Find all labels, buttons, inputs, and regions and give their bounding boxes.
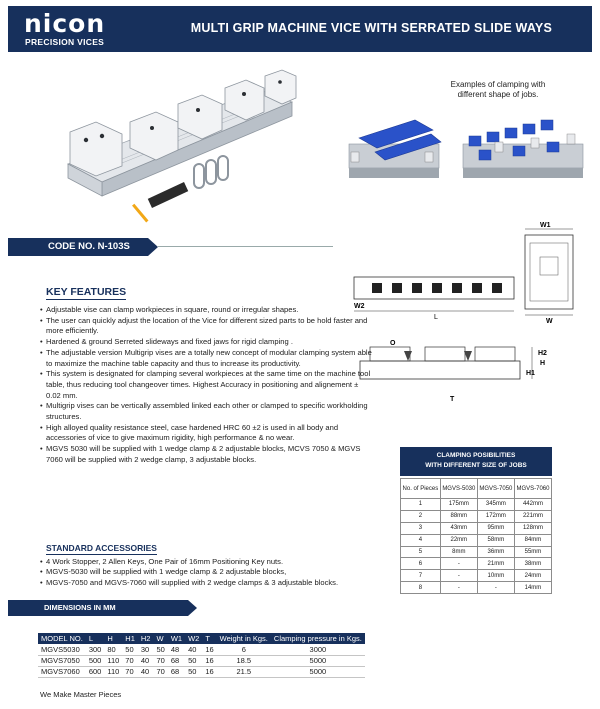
table-cell: 172mm <box>477 510 514 522</box>
table-cell: 50 <box>153 644 167 655</box>
table-cell: 50 <box>185 666 202 677</box>
dim-label-h2: H2 <box>538 350 547 357</box>
table-cell: 50 <box>185 655 202 666</box>
table-row <box>401 546 552 558</box>
table-cell: 8 <box>401 582 441 594</box>
table-cell: 70 <box>122 666 138 677</box>
table-cell: 21mm <box>477 558 514 570</box>
table-cell: 1 <box>401 499 441 511</box>
table-row <box>401 510 552 522</box>
table-cell: 40 <box>138 655 154 666</box>
list-item: • MGVS-7050 and MGVS-7060 will supplied with 2 wedge clamps & 3 adjustable blocks. <box>40 578 420 588</box>
brand-logo <box>24 11 105 47</box>
table-cell: 110 <box>104 655 122 666</box>
table-header-row <box>401 479 552 499</box>
table-cell: 36mm <box>477 546 514 558</box>
list-item: • MGVS-5030 will be supplied with 1 wedge clamp & 2 adjustable blocks, <box>40 567 420 577</box>
table-cell: 5000 <box>271 655 365 666</box>
table-cell: 55mm <box>514 546 551 558</box>
table-cell: - <box>440 558 477 570</box>
table-row <box>401 522 552 534</box>
table-cell: 110 <box>104 666 122 677</box>
table-cell: 300 <box>86 644 105 655</box>
table-cell: 5 <box>401 546 441 558</box>
clamping-title-line2: WITH DIFFERENT SIZE OF JOBS <box>425 462 527 469</box>
standard-accessories-title: STANDARD ACCESSORIES <box>46 543 157 553</box>
table-row <box>38 644 365 655</box>
dimensions-bar: DIMENSIONS IN MM <box>8 600 188 616</box>
divider <box>158 246 333 247</box>
list-item: • MGVS 5030 will be supplied with 1 wedge clamp & 2 adjustable blocks, MCVS 7050 & MGVS 7060 will be supplied with 2 wedge clamp, 3 adjustable blocks. <box>40 444 375 465</box>
table-cell: 5000 <box>271 666 365 677</box>
table-cell: 3000 <box>271 644 365 655</box>
technical-drawing <box>350 215 595 415</box>
table-cell: 175mm <box>440 499 477 511</box>
list-item: • Hardened & ground Serreted slideways and fixed jaws for rigid clamping . <box>40 337 375 348</box>
column-header: W1 <box>168 633 185 644</box>
clamping-examples-image <box>345 112 590 192</box>
table-cell: 16 <box>202 644 216 655</box>
table-cell: MGVS7050 <box>38 655 86 666</box>
table-cell: 21.5 <box>217 666 271 677</box>
table-cell: 7 <box>401 570 441 582</box>
key-features-list <box>40 305 375 466</box>
table-cell: 6 <box>217 644 271 655</box>
table-cell: 221mm <box>514 510 551 522</box>
table-cell: 2 <box>401 510 441 522</box>
table-cell: 58mm <box>477 534 514 546</box>
table-cell: 4 <box>401 534 441 546</box>
table-cell: 10mm <box>477 570 514 582</box>
dim-label-w: W <box>546 318 553 325</box>
table-cell: 24mm <box>514 570 551 582</box>
table-cell: 18.5 <box>217 655 271 666</box>
column-header: MGVS-5030 <box>440 479 477 499</box>
table-cell: MGVS5030 <box>38 644 86 655</box>
column-header: Clamping pressure in Kgs. <box>271 633 365 644</box>
dim-label-h: H <box>540 360 546 367</box>
table-cell: - <box>440 582 477 594</box>
table-row <box>401 558 552 570</box>
list-item: • The user can quickly adjust the location of the Vice for different sized parts to be hold faster and more efficiently. <box>40 316 375 337</box>
clamping-title-box <box>400 447 552 476</box>
table-cell: 40 <box>185 644 202 655</box>
list-item: • 4 Work Stopper, 2 Allen Keys, One Pair of 16mm Positioning Key nuts. <box>40 557 420 567</box>
column-header: MGVS-7050 <box>477 479 514 499</box>
table-cell: 88mm <box>440 510 477 522</box>
table-cell: 68 <box>168 666 185 677</box>
table-row <box>401 499 552 511</box>
key-features-title: KEY FEATURES <box>46 286 127 298</box>
table-cell: 43mm <box>440 522 477 534</box>
vice-product-image <box>60 62 300 232</box>
table-cell: 16 <box>202 655 216 666</box>
table-cell: 40 <box>138 666 154 677</box>
column-header: T <box>202 633 216 644</box>
column-header: H2 <box>138 633 154 644</box>
table-cell: 22mm <box>440 534 477 546</box>
column-header: L <box>86 633 105 644</box>
column-header: H1 <box>122 633 138 644</box>
table-cell: MGVS7060 <box>38 666 86 677</box>
column-header: H <box>104 633 122 644</box>
dim-label-o: O <box>390 340 396 347</box>
table-cell: 3 <box>401 522 441 534</box>
dim-label-t: T <box>450 396 455 403</box>
list-item: • High alloyed quality resistance steel, case hardened HRC 60 ±2 is used in all body and accessories of vice to give maximum rigidity, high performance & no wear. <box>40 423 375 444</box>
table-row <box>38 655 365 666</box>
table-cell: 442mm <box>514 499 551 511</box>
dim-label-h1: H1 <box>526 370 535 377</box>
list-item: • This system is designated for clamping several workpieces at the same time on the machine tool table, thus reducing tool changeover times. Highest Accuracy in positioning and alignement ± 0.02 mm. <box>40 369 375 401</box>
list-item: • Adjustable vise can clamp workpieces in square, round or irregular shapes. <box>40 305 375 316</box>
table-row <box>401 534 552 546</box>
table-cell: 16 <box>202 666 216 677</box>
column-header: MGVS-7060 <box>514 479 551 499</box>
table-row <box>401 582 552 594</box>
list-item: • Multigrip vises can be vertically assembled linked each other or clamped to specific workholding structures. <box>40 401 375 422</box>
code-number-bar: CODE NO. N-103S <box>8 238 148 256</box>
dim-label-l: L <box>434 314 438 321</box>
dimensions-table <box>38 633 365 678</box>
table-cell: 48 <box>168 644 185 655</box>
table-cell: 50 <box>122 644 138 655</box>
table-cell: - <box>477 582 514 594</box>
table-cell: 500 <box>86 655 105 666</box>
clamping-table <box>400 478 552 594</box>
table-header-row <box>38 633 365 644</box>
brand-name: nicon <box>24 9 106 38</box>
table-cell: 8mm <box>440 546 477 558</box>
table-cell: - <box>440 570 477 582</box>
table-row <box>401 570 552 582</box>
header-banner <box>8 6 592 52</box>
table-cell: 30 <box>138 644 154 655</box>
examples-caption: Examples of clamping with different shape of jobs. <box>450 80 546 99</box>
table-cell: 600 <box>86 666 105 677</box>
column-header: W <box>153 633 167 644</box>
column-header: W2 <box>185 633 202 644</box>
table-cell: 70 <box>122 655 138 666</box>
page-title: MULTI GRIP MACHINE VICE WITH SERRATED SLIDE WAYS <box>190 21 552 35</box>
table-cell: 38mm <box>514 558 551 570</box>
list-item: • The adjustable version Multigrip vises are a totally new concept of modular clamping system able to maximize the machine table capacity and thus to increase its productivity. <box>40 348 375 369</box>
column-header: MODEL NO. <box>38 633 86 644</box>
table-row <box>38 666 365 677</box>
dim-label-w1: W1 <box>540 222 551 229</box>
table-cell: 70 <box>153 666 167 677</box>
table-cell: 95mm <box>477 522 514 534</box>
brand-subtitle: PRECISION VICES <box>25 37 105 47</box>
table-cell: 345mm <box>477 499 514 511</box>
table-cell: 84mm <box>514 534 551 546</box>
table-cell: 70 <box>153 655 167 666</box>
standard-accessories-list <box>40 557 420 588</box>
column-header: No. of Pieces <box>401 479 441 499</box>
table-cell: 128mm <box>514 522 551 534</box>
table-cell: 80 <box>104 644 122 655</box>
dim-label-w2: W2 <box>354 303 365 310</box>
column-header: Weight in Kgs. <box>217 633 271 644</box>
clamping-title-line1: CLAMPING POSIBILITIES <box>436 452 516 459</box>
footer-tagline: We Make Master Pieces <box>40 690 122 699</box>
table-cell: 68 <box>168 655 185 666</box>
table-cell: 6 <box>401 558 441 570</box>
table-cell: 14mm <box>514 582 551 594</box>
